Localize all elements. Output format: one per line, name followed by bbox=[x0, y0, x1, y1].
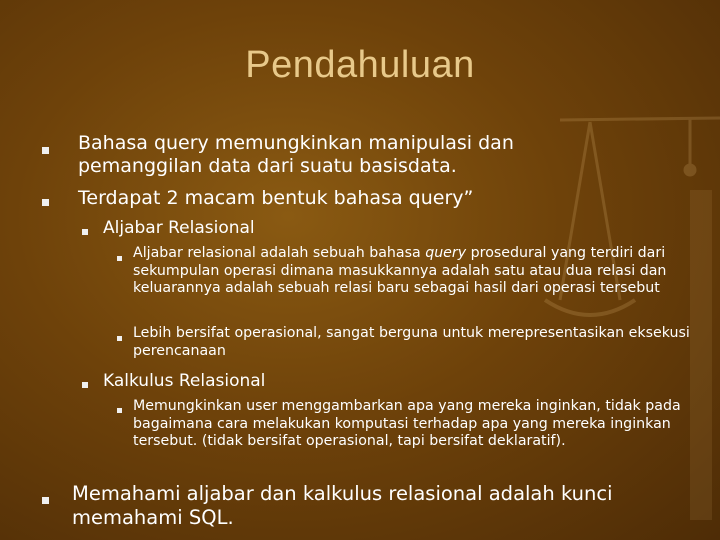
bullet-aljabar-definition: Aljabar relasional adalah sebuah bahasa query prosedural yang terdiri dari sekumpulan operasi dimana masukkannya adalah satu atau dua relasi dan keluarannya adalah sebuah relasi baru sebagai hasil dari operasi tersebut bbox=[133, 245, 667, 296]
bullet-sql-key: Memahami aljabar dan kalkulus relasional adalah kunci memahami SQL. bbox=[72, 482, 613, 529]
bullet-aljabar-relasional: Aljabar Relasional bbox=[103, 218, 255, 238]
bullet-kalkulus-description: Memungkinkan user menggambarkan apa yang mereka inginkan, tidak pada bagaimana cara melakukan komputasi terhadap apa yang mereka inginkan tersebut. (tidak bersifat operasional, tapi bersifat deklaratif). bbox=[133, 398, 681, 449]
bullet-kalkulus-relasional: Kalkulus Relasional bbox=[103, 371, 266, 391]
slide-title: Pendahuluan bbox=[245, 44, 475, 86]
bullet-marker bbox=[117, 336, 122, 341]
bullet-marker bbox=[42, 199, 49, 206]
bullet-marker bbox=[117, 256, 122, 261]
bullet-marker bbox=[117, 408, 122, 413]
bullet-aljabar-operasional: Lebih bersifat operasional, sangat berguna untuk merepresentasikan eksekusi perencanaan bbox=[133, 325, 690, 359]
bullet-marker bbox=[42, 497, 49, 504]
bullet-marker bbox=[82, 382, 88, 388]
bullet-marker bbox=[42, 147, 49, 154]
bullet-query-manipulation: Bahasa query memungkinkan manipulasi dan pemanggilan data dari suatu basisdata. bbox=[78, 132, 514, 177]
bullet-two-query-types: Terdapat 2 macam bentuk bahasa query” bbox=[78, 187, 474, 209]
bullet-marker bbox=[82, 229, 88, 235]
